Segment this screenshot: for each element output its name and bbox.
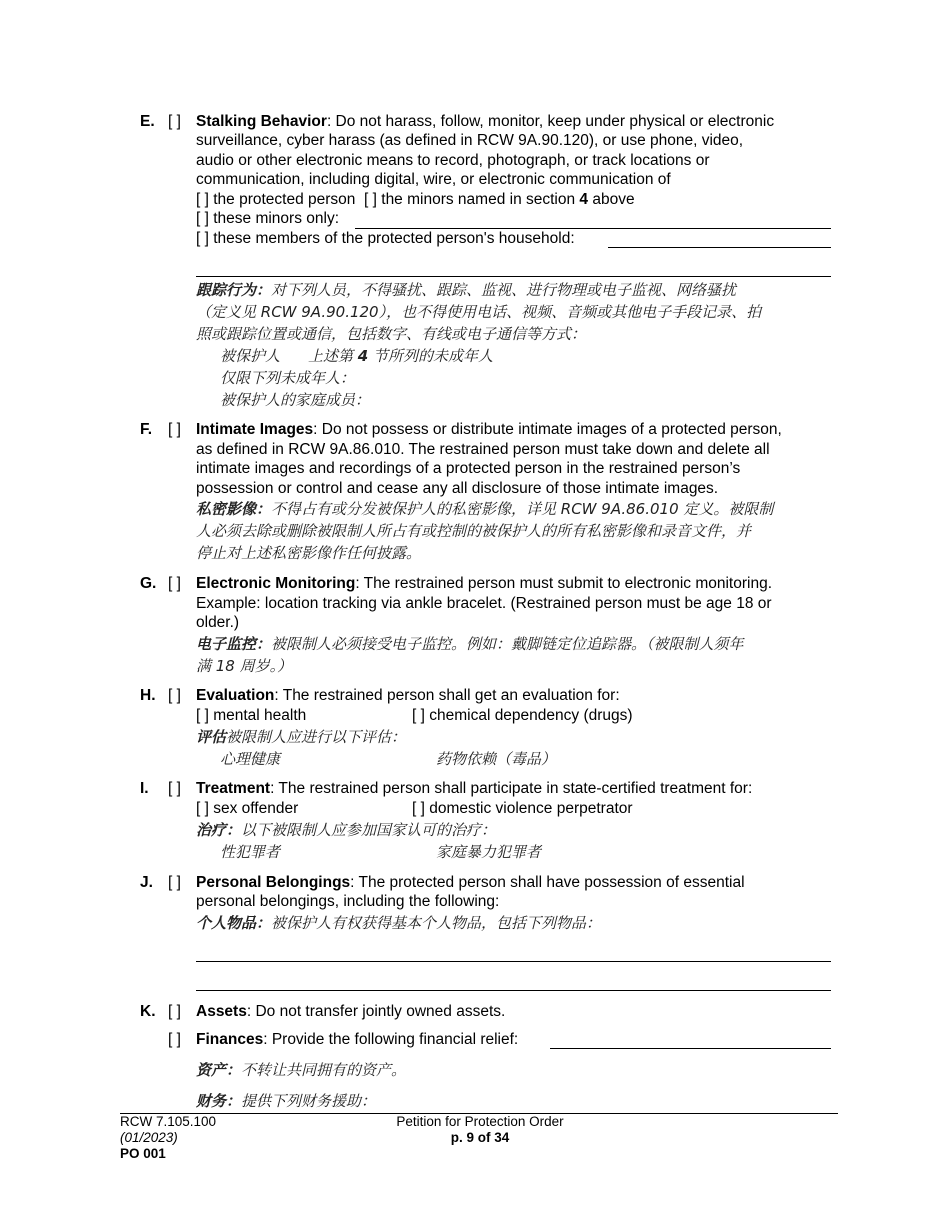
- section-k-letter: K.: [140, 1003, 156, 1020]
- section-e-line-3: audio or other electronic means to record, photograph, or track locations or: [196, 152, 710, 169]
- section-g-line-1: Electronic Monitoring: The restrained person must submit to electronic monitoring.: [196, 575, 772, 592]
- section-k-title: Assets: [196, 1003, 247, 1020]
- footer-title: Petition for Protection Order: [396, 1114, 564, 1129]
- section-i-zh-option-2: 家庭暴力犯罪者: [436, 843, 542, 861]
- section-j-line-1: Personal Belongings: The protected person shall have possession of essential: [196, 874, 745, 891]
- section-h-zh-option-2: 药物依赖（毒品）: [436, 750, 557, 768]
- footer-form-number: PO 001: [120, 1146, 166, 1161]
- section-i-checkbox[interactable]: [ ]: [168, 780, 181, 797]
- section-f-line-4: possession or control and cease any all disclosure of those intimate images.: [196, 480, 719, 497]
- section-k-zh-line-1: 资产：不转让共同拥有的资产。: [196, 1061, 407, 1079]
- section-f-line-3: intimate images and recordings of a protected person in the restrained person’s: [196, 460, 741, 477]
- section-h-zh-option-1: 心理健康: [220, 750, 281, 768]
- section-f-zh-line-1: 私密影像：不得占有或分发被保护人的私密影像，详见 RCW 9A.86.010 定义。被限制: [196, 500, 774, 518]
- section-g-line-3: older.): [196, 614, 240, 631]
- section-e-checkbox[interactable]: [ ]: [168, 113, 181, 130]
- section-e-zh-option-3: 被保护人的家庭成员：: [220, 391, 371, 409]
- section-e-zh-line-1: 跟踪行为：对下列人员，不得骚扰、跟踪、监视、进行物理或电子监视、网络骚扰: [196, 281, 737, 299]
- household-members-blank-2[interactable]: [196, 276, 831, 277]
- section-e-letter: E.: [140, 113, 155, 130]
- section-e-zh-option-2: 仅限下列未成年人：: [220, 369, 356, 387]
- household-members-blank[interactable]: [608, 247, 831, 248]
- section-e-line-1: Stalking Behavior: Do not harass, follow, monitor, keep under physical or electronic: [196, 113, 775, 130]
- financial-relief-blank[interactable]: [550, 1048, 831, 1049]
- section-f-line-2: as defined in RCW 9A.86.010. The restrained person must take down and delete all: [196, 441, 770, 458]
- section-f-zh-line-2: 人必须去除或删除被限制人所占有或控制的被保护人的所有私密影像和录音文件，并: [196, 522, 752, 540]
- footer-rcw: RCW 7.105.100: [120, 1114, 217, 1129]
- section-e-title: Stalking Behavior: [196, 113, 327, 130]
- section-g-zh-line-2: 满 18 周岁。）: [196, 657, 293, 675]
- section-j-letter: J.: [140, 874, 153, 891]
- finances-title: Finances: [196, 1031, 264, 1048]
- section-g-line-2: Example: location tracking via ankle bracelet. (Restrained person must be age 18 or: [196, 595, 772, 612]
- section-e-line-4: communication, including digital, wire, or electronic communication of: [196, 171, 671, 188]
- section-e-line-2: surveillance, cyber harass (as defined in RCW 9A.90.120), or use phone, video,: [196, 132, 744, 149]
- section-i-letter: I.: [140, 780, 149, 797]
- section-j-checkbox[interactable]: [ ]: [168, 874, 181, 891]
- option-protected-person[interactable]: [ ] the protected person [ ] the minors named in section 4 above: [196, 191, 635, 208]
- option-dv-perpetrator[interactable]: [ ] domestic violence perpetrator: [412, 800, 633, 817]
- option-household-members[interactable]: [ ] these members of the protected person's household:: [196, 230, 575, 247]
- section-i-zh-option-1: 性犯罪者: [220, 843, 281, 861]
- section-i-title: Treatment: [196, 780, 271, 797]
- section-e-zh-line-3: 照或跟踪位置或通信，包括数字、有线或电子通信等方式：: [196, 325, 587, 343]
- section-h-zh-line-1: 评估被限制人应进行以下评估：: [196, 728, 407, 746]
- finances-checkbox[interactable]: [ ]: [168, 1031, 181, 1048]
- section-e-zh-line-2: （定义见 RCW 9A.90.120），也不得使用电话、视频、音频或其他电子手段记录、拍: [196, 303, 762, 321]
- section-i-line-1: Treatment: The restrained person shall participate in state-certified treatment for:: [196, 780, 753, 797]
- footer-date: (01/2023): [120, 1130, 178, 1145]
- footer-page-number: p. 9 of 34: [450, 1130, 510, 1145]
- section-i-zh-line-1: 治疗：以下被限制人应参加国家认可的治疗：: [196, 821, 497, 839]
- section-f-zh-line-3: 停止对上述私密影像作任何披露。: [196, 544, 422, 562]
- belongings-blank-2[interactable]: [196, 990, 831, 991]
- section-k-zh-line-2: 财务：提供下列财务援助：: [196, 1092, 377, 1110]
- option-mental-health[interactable]: [ ] mental health: [196, 707, 307, 724]
- section-h-letter: H.: [140, 687, 156, 704]
- section-h-line-1: Evaluation: The restrained person shall get an evaluation for:: [196, 687, 620, 704]
- section-j-line-2: personal belongings, including the following:: [196, 893, 500, 910]
- section-j-zh-line-1: 个人物品：被保护人有权获得基本个人物品，包括下列物品：: [196, 914, 602, 932]
- section-h-title: Evaluation: [196, 687, 275, 704]
- section-f-title: Intimate Images: [196, 421, 314, 438]
- section-g-title: Electronic Monitoring: [196, 575, 356, 592]
- option-chemical-dependency[interactable]: [ ] chemical dependency (drugs): [412, 707, 633, 724]
- belongings-blank-1[interactable]: [196, 961, 831, 962]
- section-j-title: Personal Belongings: [196, 874, 351, 891]
- section-f-checkbox[interactable]: [ ]: [168, 421, 181, 438]
- section-k-line-2: Finances: Provide the following financial relief:: [196, 1031, 519, 1048]
- section-g-zh-line-1: 电子监控：被限制人必须接受电子监控。例如：戴脚链定位追踪器。（被限制人须年: [196, 635, 744, 653]
- section-e-zh-option-1: 被保护人 上述第 4 节所列的未成年人: [220, 347, 494, 365]
- section-g-letter: G.: [140, 575, 157, 592]
- section-k-line-1: Assets: Do not transfer jointly owned assets.: [196, 1003, 506, 1020]
- option-these-minors[interactable]: [ ] these minors only:: [196, 210, 340, 227]
- section-k-checkbox[interactable]: [ ]: [168, 1003, 181, 1020]
- section-f-letter: F.: [140, 421, 153, 438]
- section-h-checkbox[interactable]: [ ]: [168, 687, 181, 704]
- option-sex-offender[interactable]: [ ] sex offender: [196, 800, 299, 817]
- section-g-checkbox[interactable]: [ ]: [168, 575, 181, 592]
- section-f-line-1: Intimate Images: Do not possess or distribute intimate images of a protected person,: [196, 421, 782, 438]
